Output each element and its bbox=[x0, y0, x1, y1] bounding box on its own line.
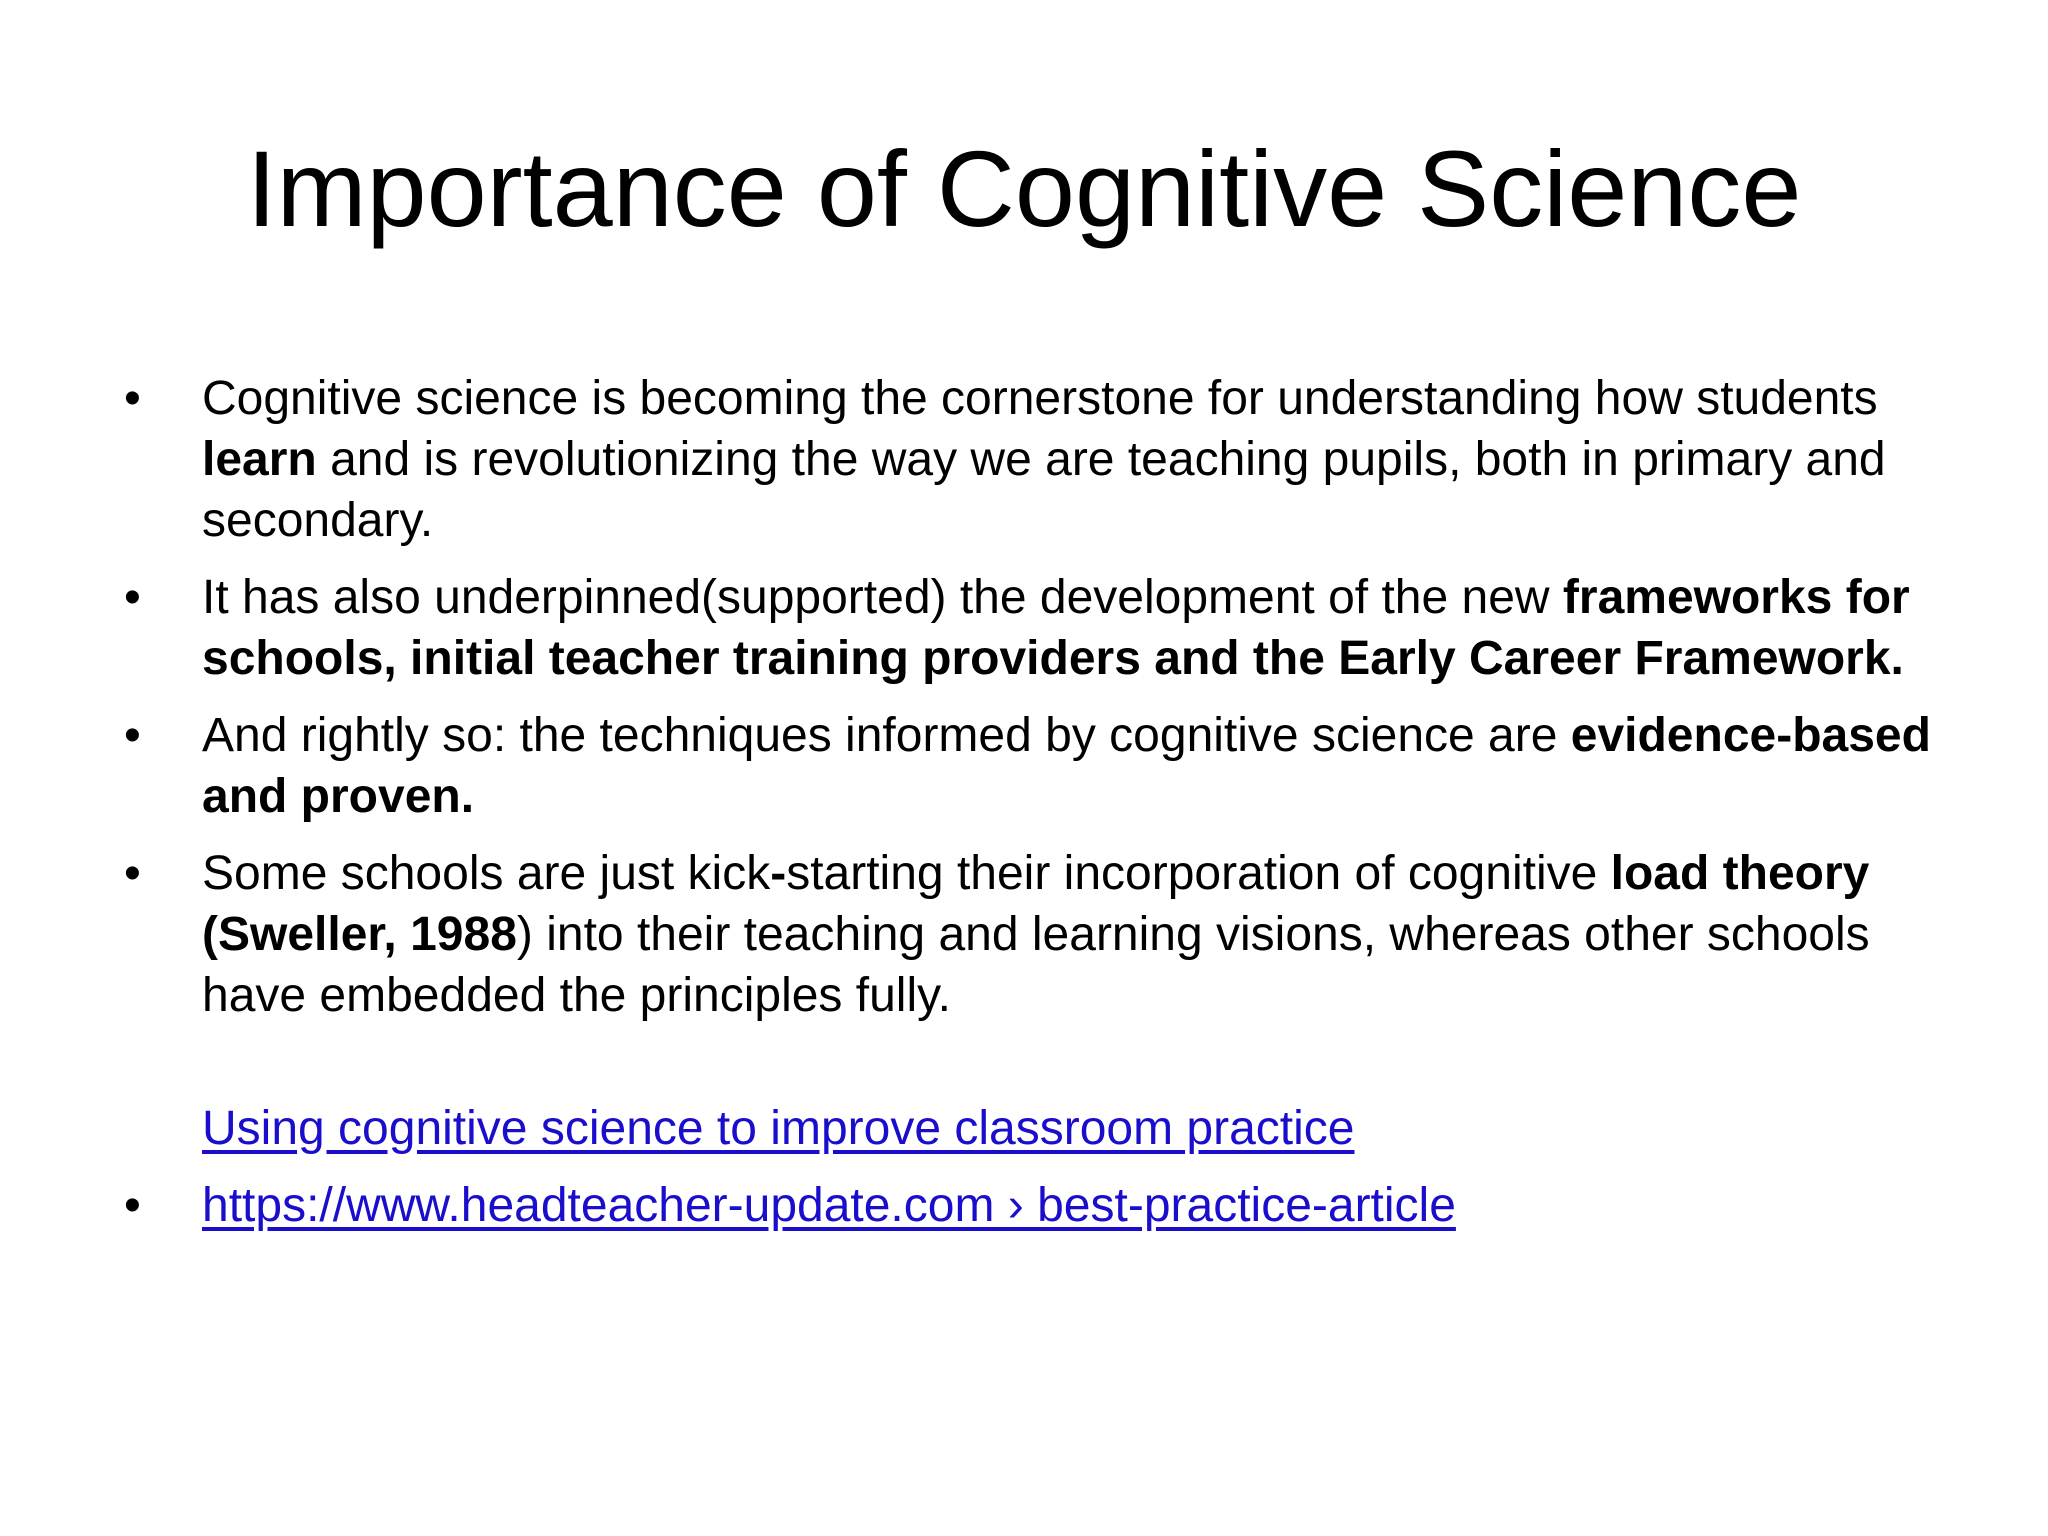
article-url-link[interactable]: https://www.headteacher-update.com › best-practice-article bbox=[202, 1179, 1456, 1232]
bullet-item-4 bbox=[120, 843, 1960, 1026]
bullet-item-3 bbox=[120, 705, 1960, 827]
bullet-icon: • bbox=[124, 847, 141, 900]
bullet-list bbox=[120, 368, 1960, 1252]
bullet-text: Cognitive science is becoming the cornerstone for understanding how students learn and is revolutionizing the way we are teaching pupils, both in primary and secondary. bbox=[202, 372, 1886, 547]
bullet-icon: • bbox=[124, 709, 141, 762]
bold-text: load theory (Sweller, 1988 bbox=[202, 847, 1870, 961]
link-row bbox=[120, 1098, 1960, 1159]
article-title-link[interactable]: Using cognitive science to improve classroom practice bbox=[202, 1102, 1355, 1155]
bullet-icon: • bbox=[124, 1179, 141, 1232]
spacer bbox=[120, 1042, 1960, 1098]
bullet-icon: • bbox=[124, 372, 141, 425]
bold-text: evidence-based and proven. bbox=[202, 709, 1931, 823]
bold-text: - bbox=[770, 847, 787, 900]
bullet-text: Some schools are just kick-starting their incorporation of cognitive load theory (Sweller, 1988) into their teaching and learning visions, whereas other schools have embedded the principles fully. bbox=[202, 847, 1870, 1022]
bullet-item-2 bbox=[120, 567, 1960, 689]
bullet-text: And rightly so: the techniques informed by cognitive science are evidence-based and proven. bbox=[202, 709, 1931, 823]
bullet-icon: • bbox=[124, 571, 141, 624]
bold-text: frameworks for schools, initial teacher training providers and the Early Career Framework. bbox=[202, 571, 1910, 685]
bullet-item-1 bbox=[120, 368, 1960, 551]
bold-text: learn bbox=[202, 433, 317, 486]
bullet-text: It has also underpinned(supported) the development of the new frameworks for schools, initial teacher training providers and the Early Career Framework. bbox=[202, 571, 1910, 685]
slide-title: Importance of Cognitive Science bbox=[246, 128, 1802, 249]
bullet-item-5 bbox=[120, 1175, 1960, 1236]
